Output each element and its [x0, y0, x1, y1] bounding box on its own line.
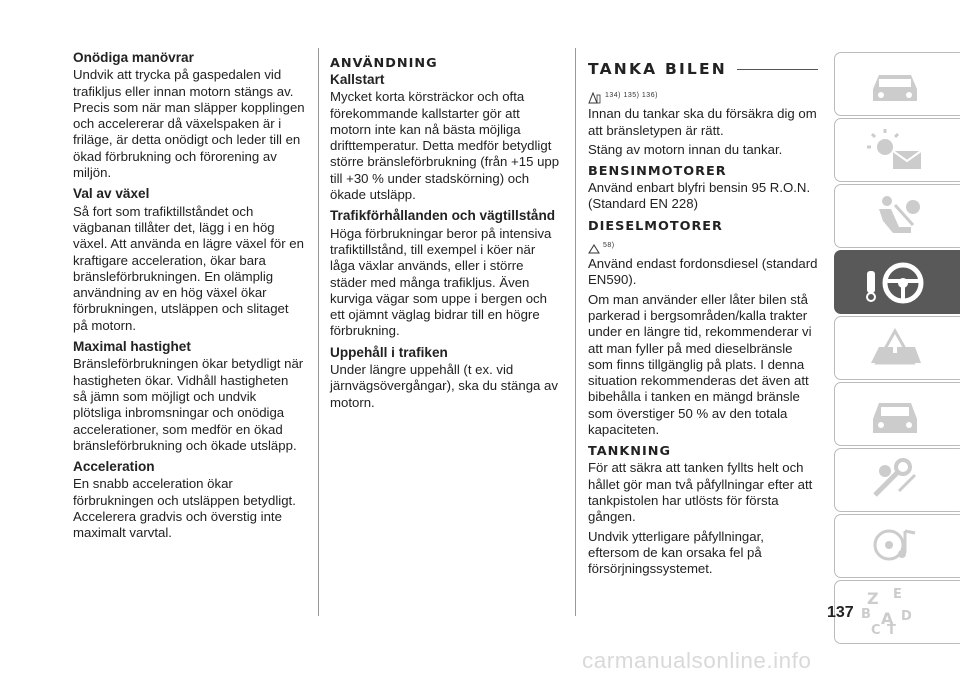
- heading-max-speed: Maximal hastighet: [73, 339, 191, 355]
- alphabet-index-icon: [859, 587, 939, 637]
- paragraph: Höga förbrukningar beror på intensiva trafiktillstånd, till exempel i köer när låga växlar används, eller i större städer med många trafikljus. Även kurviga vägar som uppe i bergen och ett ojämnt väglag bidrar till en högre förbrukning.: [330, 225, 552, 339]
- paragraph: Använd enbart blyfri bensin 95 R.O.N. (Standard EN 228): [588, 180, 811, 212]
- section-title-row: [588, 60, 818, 78]
- car-dashboard-icon: [865, 59, 929, 111]
- tab-safety[interactable]: [834, 184, 960, 248]
- column-divider: [575, 48, 576, 616]
- fuel-pump-warning-icon: [588, 92, 602, 104]
- paragraph: Bränsleförbrukningen ökar betydligt när hastigheten ökar. Vidhåll hastigheten så jämn som möjligt och undvik plötsliga inbromsningar och onödiga accelerationer, som medför en ökad bränsleförbrukning och ökade utsläpp.: [73, 356, 304, 453]
- paragraph: Under längre uppehåll (t ex. vid järnvägsövergångar), ska du stänga av motorn.: [330, 362, 558, 410]
- index-letter: B: [861, 607, 871, 622]
- column-left: [73, 50, 305, 545]
- steering-wheel-key-icon: [865, 257, 929, 309]
- paragraph: Stäng av motorn innan du tankar.: [588, 141, 783, 157]
- index-letter: D: [901, 609, 912, 624]
- section-title: TANKA BILEN: [588, 60, 727, 78]
- page-number: 137: [827, 604, 854, 621]
- tab-dashboard[interactable]: [834, 52, 960, 116]
- column-right: [588, 60, 818, 580]
- warning-ref-numbers: 134) 135) 136): [605, 92, 658, 99]
- paragraph: En snabb acceleration ökar förbrukningen och utsläppen betydligt. Accelerera gradvis och överstig inte maximalt varvtal.: [73, 476, 296, 541]
- heading-traffic-conditions: Trafikförhållanden och vägtillstånd: [330, 208, 556, 224]
- tab-multimedia[interactable]: [834, 514, 960, 578]
- heading-diesel-engines: DIESELMOTORER: [588, 218, 723, 234]
- paragraph: Undvik ytterligare påfyllningar, eftersom de kan orsaka fel på försörjningssystemet.: [588, 528, 764, 577]
- tab-starting-driving[interactable]: [834, 250, 960, 314]
- tab-maintenance[interactable]: [834, 382, 960, 446]
- heading-unnecessary-maneuvers: Onödiga manövrar: [73, 50, 194, 65]
- index-letter: E: [893, 587, 902, 602]
- heading-refueling: TANKNING: [588, 444, 671, 460]
- index-letter: A: [881, 609, 894, 628]
- watermark: carmanualsonline.info: [582, 648, 812, 673]
- index-letter: C: [871, 623, 881, 638]
- index-letter: T: [887, 623, 896, 638]
- paragraph: Mycket korta körsträckor och ofta förekommande kallstarter gör att motorn inte kan nå bästa möjliga drifttemperatur. Detta medför betydligt större bränsleförbrukning (från +15 upp till +30 % under stadskörning) och ökade utsläpp.: [330, 89, 560, 203]
- heading-traffic-stops: Uppehåll i trafiken: [330, 344, 448, 360]
- tab-technical-data[interactable]: [834, 448, 960, 512]
- heading-usage: ANVÄNDNING: [330, 56, 438, 71]
- tab-lights-messages[interactable]: [834, 118, 960, 182]
- tools-icon: [865, 455, 929, 507]
- heading-cold-start: Kallstart: [330, 72, 385, 87]
- paragraph: Undvik att trycka på gaspedalen vid trafikljus eller innan motorn stängs av. Precis som när man släpper kopplingen och accelererar då växelspaken är i friläge, är detta onödigt och leder till en ökad förbrukning och förorening av miljön.: [73, 67, 305, 181]
- column-divider: [318, 48, 319, 616]
- heading-acceleration: Acceleration: [73, 459, 155, 475]
- seat-airbag-icon: [865, 191, 929, 243]
- paragraph: Om man använder eller låter bilen stå parkerad i bergsområden/kalla trakter under en längre tid, rekommenderar vi att man fyller på med dieselbränsle som finns tillgänglig på plats. I denna situation rekommenderas det även att bibehålla i tanken en mängd bränsle som överstiger 50 % av den totala kapaciteten.: [588, 291, 812, 438]
- index-letter: Z: [867, 589, 879, 608]
- media-nav-icon: [865, 521, 929, 573]
- warning-ref-numbers: 58): [603, 241, 615, 249]
- paragraph: För att säkra att tanken fyllts helt och hållet gör man två påfyllningar efter att tankpistolen har utlösts för första gången.: [588, 460, 813, 525]
- heading-petrol-engines: BENSINMOTORER: [588, 164, 727, 180]
- warning-refs: [588, 88, 818, 104]
- light-message-icon: [865, 125, 929, 177]
- warning-triangle-icon: [865, 323, 929, 375]
- column-middle: [330, 50, 562, 414]
- tab-emergency[interactable]: [834, 316, 960, 380]
- paragraph: Innan du tankar ska du försäkra dig om att bränsletypen är rätt.: [588, 106, 817, 138]
- car-service-icon: [865, 389, 929, 441]
- caution-icon: [588, 244, 600, 254]
- paragraph: Använd endast fordonsdiesel (standard EN590).: [588, 256, 818, 288]
- warning-refs: [588, 238, 818, 254]
- heading-gear-selection: Val av växel: [73, 186, 150, 202]
- title-rule: [737, 69, 818, 70]
- paragraph: Så fort som trafiktillståndet och vägbanan tillåter det, lägg i en hög växel. Att använda en lägre växel för en kraftigare acceleration, ökar bara bränsleförbrukningen. En olämplig användning av en hög växel ökar förbrukningen, utsläppen och slitaget på motorn.: [73, 203, 304, 333]
